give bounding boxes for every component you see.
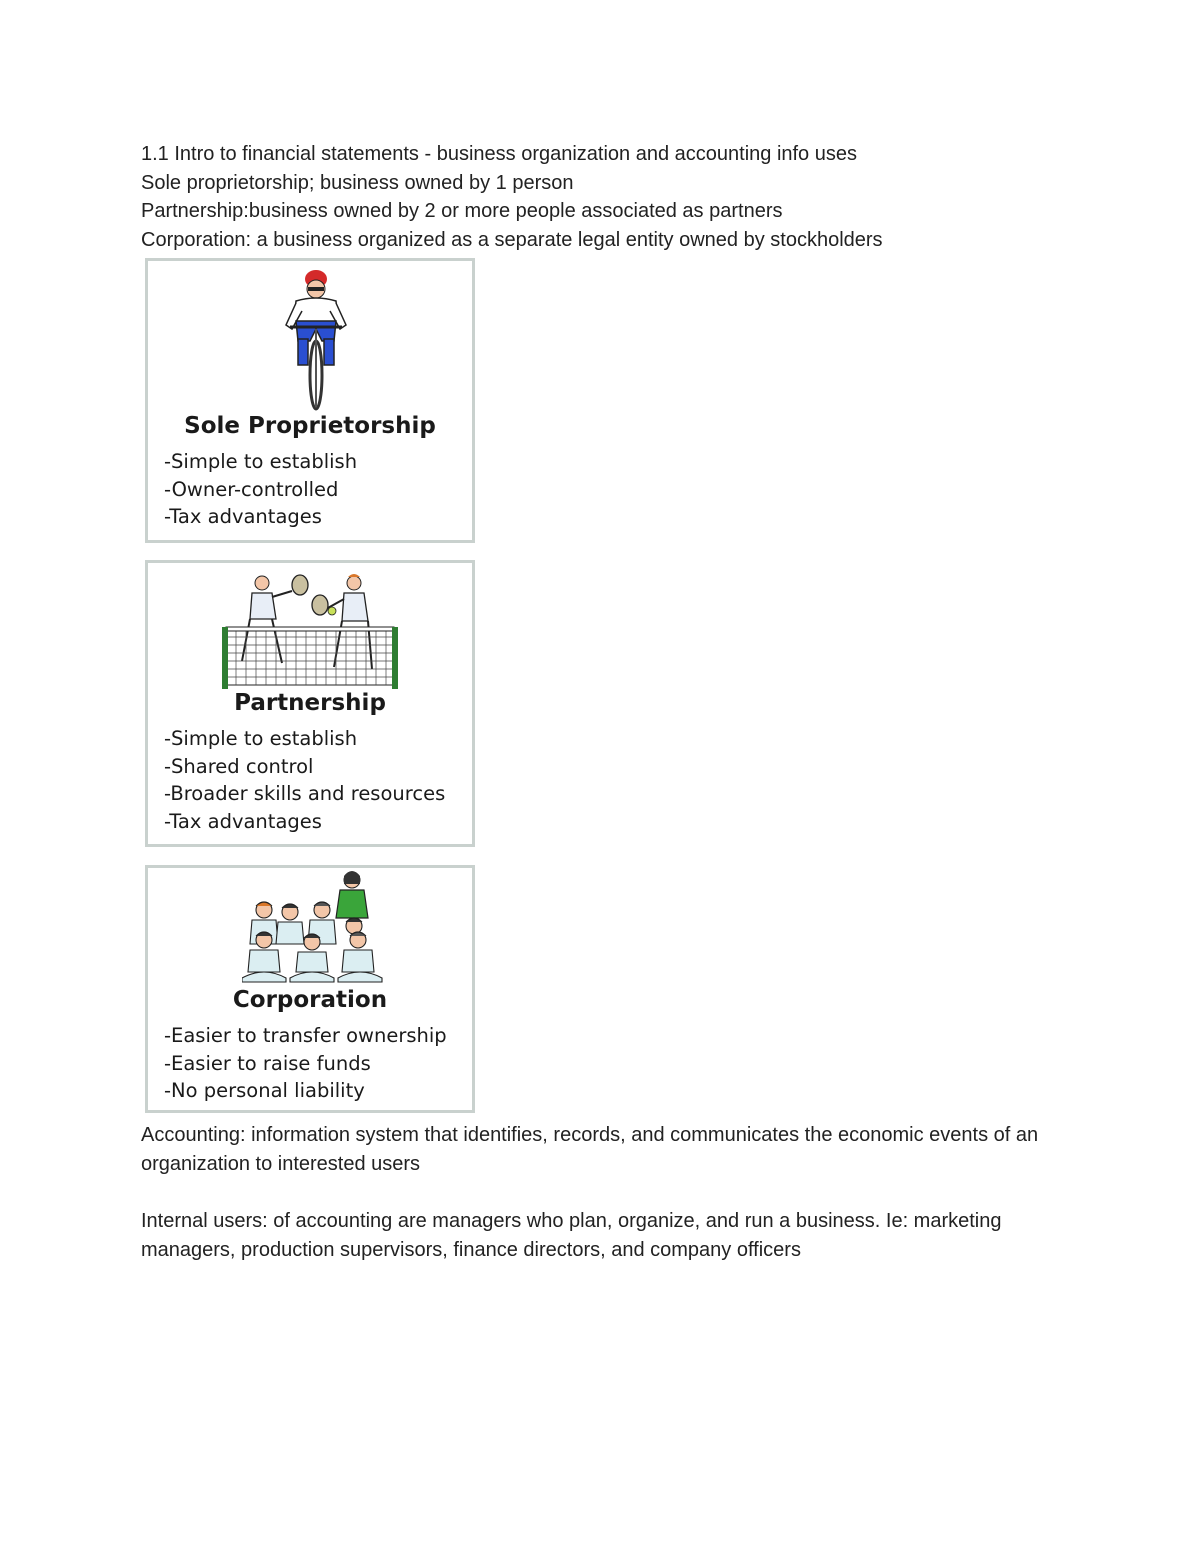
list-item: -Tax advantages (164, 505, 322, 528)
sole-proprietorship-list (164, 448, 357, 531)
group-of-people-icon (242, 870, 384, 986)
partnership-list (164, 725, 445, 835)
list-item: -Simple to establish (164, 450, 358, 473)
partnership-title: Partnership (234, 690, 386, 716)
corporation-definition: Corporation: a business organized as a separate legal entity owned by stockholders (141, 228, 883, 251)
list-item: -Tax advantages (164, 809, 322, 833)
partnership-definition: Partnership:business owned by 2 or more people associated as partners (141, 200, 783, 223)
accounting-definition: Accounting: information system that identifies, records, and communicates the economic events of an organization to interested users (141, 1124, 1039, 1175)
list-item: -Simple to establish (164, 727, 358, 750)
accounting-section (141, 1121, 1081, 1265)
document-intro (141, 140, 1091, 254)
list-item: -Easier to transfer ownership (164, 1024, 447, 1047)
list-item: -Owner-controlled (164, 477, 339, 501)
partnership-card (145, 560, 475, 847)
list-item: -Easier to raise funds (164, 1051, 371, 1075)
list-item: -No personal liability (164, 1079, 365, 1102)
corporation-title: Corporation (232, 987, 388, 1013)
paragraph-spacer (141, 1179, 1081, 1207)
sole-proprietorship-title: Sole Proprietorship (184, 413, 436, 439)
cyclist-icon (276, 267, 356, 413)
list-item: -Broader skills and resources (164, 782, 446, 805)
section-heading: 1.1 Intro to financial statements - business organization and accounting info uses (141, 143, 857, 165)
sole-proprietorship-card (145, 258, 475, 543)
internal-users-paragraph: Internal users: of accounting are managers who plan, organize, and run a business. Ie: marketing managers, production supervisors, finance directors, and company officers (141, 1210, 1002, 1261)
tennis-players-icon (222, 571, 398, 693)
corporation-card (145, 865, 475, 1113)
sole-proprietorship-definition: Sole proprietorship; business owned by 1 person (141, 171, 574, 194)
list-item: -Shared control (164, 754, 314, 778)
corporation-list (164, 1022, 447, 1105)
